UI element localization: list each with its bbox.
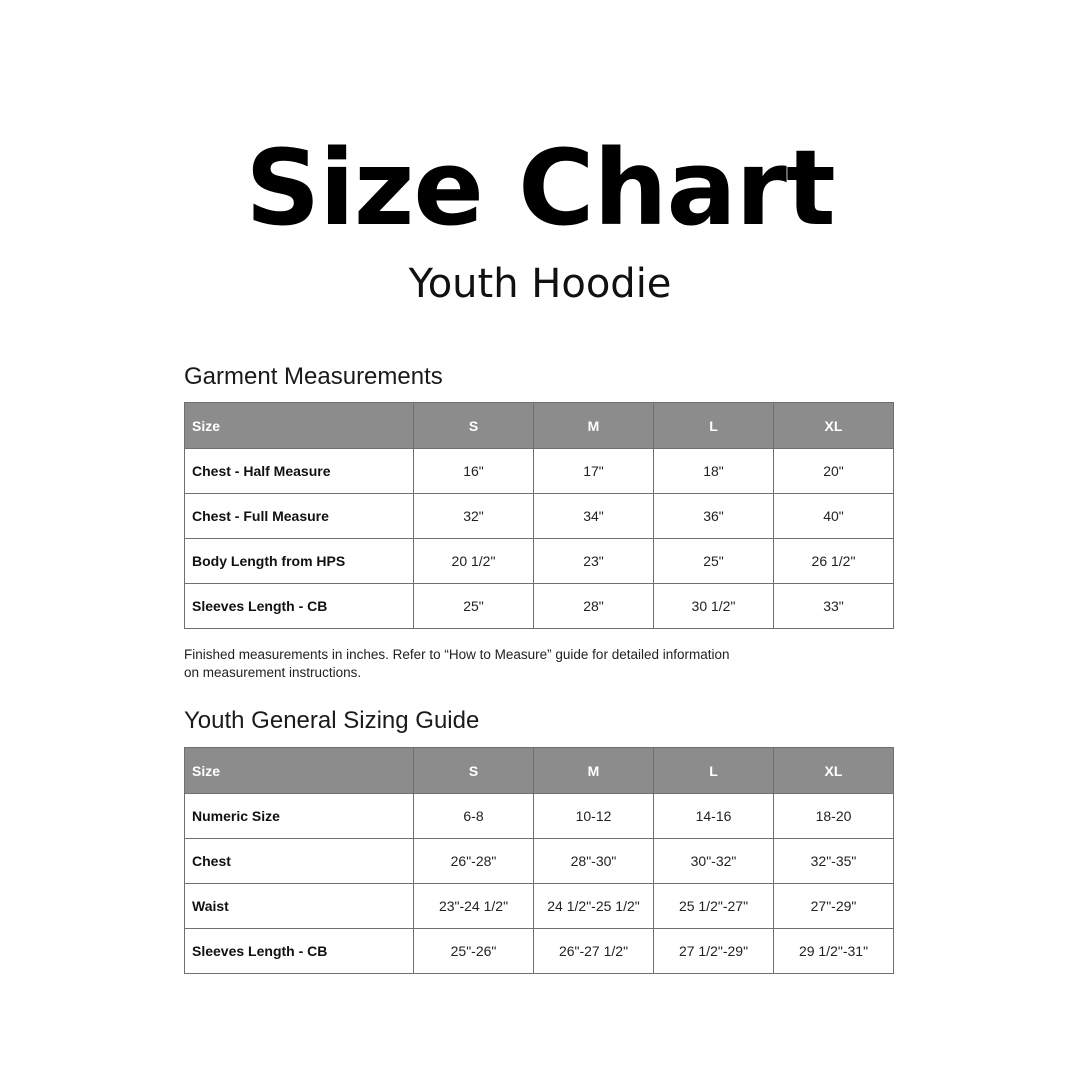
row-label: Sleeves Length - CB	[185, 929, 414, 974]
table-row	[185, 449, 894, 494]
table-header-row	[185, 403, 894, 449]
table-cell: 17"	[534, 449, 654, 494]
table-cell: 23"	[534, 539, 654, 584]
table-cell: 36"	[654, 494, 774, 539]
column-header-s: S	[414, 748, 534, 794]
table-cell: 27"-29"	[774, 884, 894, 929]
table-cell: 29 1/2"-31"	[774, 929, 894, 974]
table-cell: 24 1/2"-25 1/2"	[534, 884, 654, 929]
column-header-l: L	[654, 748, 774, 794]
table-cell: 32"	[414, 494, 534, 539]
table-row	[185, 794, 894, 839]
column-header-size: Size	[185, 403, 414, 449]
row-label: Waist	[185, 884, 414, 929]
table-row	[185, 494, 894, 539]
table-row	[185, 884, 894, 929]
column-header-s: S	[414, 403, 534, 449]
table-cell: 10-12	[534, 794, 654, 839]
table-row	[185, 539, 894, 584]
table-cell: 33"	[774, 584, 894, 629]
youth-sizing-guide-heading: Youth General Sizing Guide	[184, 707, 480, 734]
table-cell: 30 1/2"	[654, 584, 774, 629]
table-row	[185, 929, 894, 974]
table-cell: 25"	[654, 539, 774, 584]
table-cell: 25"-26"	[414, 929, 534, 974]
row-label: Sleeves Length - CB	[185, 584, 414, 629]
table-row	[185, 584, 894, 629]
table-cell: 28"	[534, 584, 654, 629]
table-cell: 20"	[774, 449, 894, 494]
table-cell: 14-16	[654, 794, 774, 839]
column-header-xl: XL	[774, 403, 894, 449]
table-cell: 28"-30"	[534, 839, 654, 884]
page-title: Size Chart	[245, 127, 835, 249]
table-cell: 34"	[534, 494, 654, 539]
table-cell: 20 1/2"	[414, 539, 534, 584]
table-cell: 26"-28"	[414, 839, 534, 884]
table-cell: 23"-24 1/2"	[414, 884, 534, 929]
table-cell: 25"	[414, 584, 534, 629]
row-label: Chest	[185, 839, 414, 884]
table-cell: 32"-35"	[774, 839, 894, 884]
table-cell: 26"-27 1/2"	[534, 929, 654, 974]
column-header-m: M	[534, 403, 654, 449]
table-cell: 18"	[654, 449, 774, 494]
table-header-row	[185, 748, 894, 794]
youth-sizing-guide-table	[184, 747, 894, 974]
column-header-xl: XL	[774, 748, 894, 794]
table-cell: 40"	[774, 494, 894, 539]
measurement-note: Finished measurements in inches. Refer to “How to Measure” guide for detailed information on measurement instructions.	[184, 647, 730, 680]
column-header-l: L	[654, 403, 774, 449]
row-label: Chest - Half Measure	[185, 449, 414, 494]
garment-measurements-table	[184, 402, 894, 629]
row-label: Numeric Size	[185, 794, 414, 839]
table-cell: 6-8	[414, 794, 534, 839]
table-cell: 18-20	[774, 794, 894, 839]
table-cell: 27 1/2"-29"	[654, 929, 774, 974]
column-header-size: Size	[185, 748, 414, 794]
table-cell: 25 1/2"-27"	[654, 884, 774, 929]
column-header-m: M	[534, 748, 654, 794]
page-subtitle: Youth Hoodie	[408, 261, 672, 307]
table-cell: 16"	[414, 449, 534, 494]
table-cell: 30"-32"	[654, 839, 774, 884]
table-cell: 26 1/2"	[774, 539, 894, 584]
garment-measurements-heading: Garment Measurements	[184, 363, 443, 390]
table-row	[185, 839, 894, 884]
row-label: Chest - Full Measure	[185, 494, 414, 539]
row-label: Body Length from HPS	[185, 539, 414, 584]
